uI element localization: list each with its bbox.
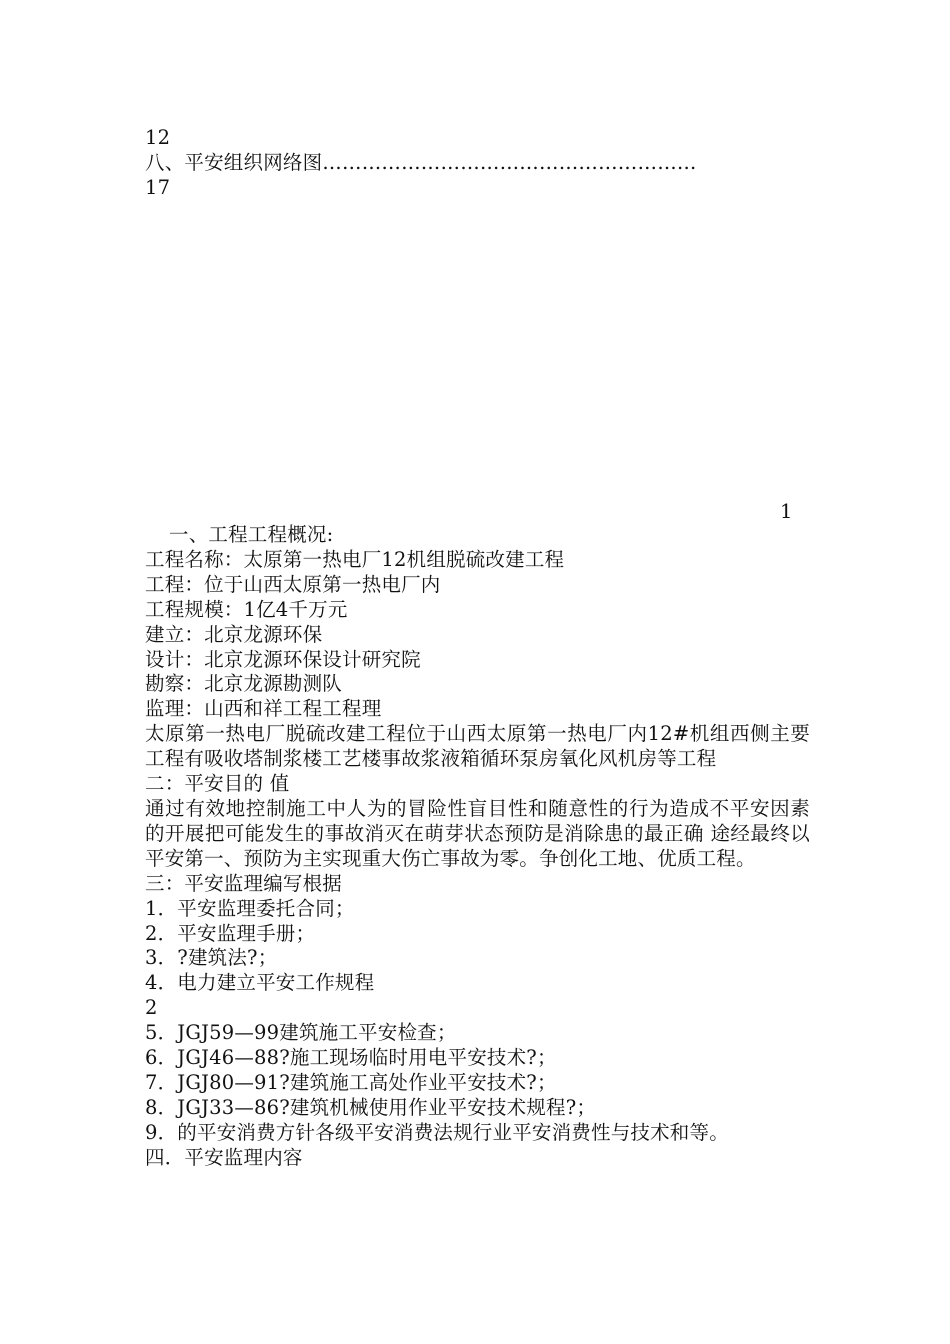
basis-item: 1．平安监理委托合同； — [145, 896, 355, 920]
section-3-heading: 三：平安监理编写根据 — [145, 871, 343, 895]
inline-page-number: 2 — [145, 996, 158, 1020]
basis-item: 5．JGJ59—99建筑施工平安检查； — [145, 1021, 457, 1045]
supervision-line: 监理：山西和祥工程工程理 — [145, 697, 382, 721]
toc-entry-page-number: 17 — [145, 176, 171, 199]
page-footer-number: 1 — [780, 500, 793, 523]
basis-item: 3．?建筑法?； — [145, 946, 278, 970]
section-2-body: 通过有效地控制施工中人为的冒险性盲目性和随意性的行为造成不平安因素的开展把可能发生的事故消灭在萌芽状态预防是消除患的最正确 途经最终以平安第一、预防为主实现重大伤亡事故为零。争创化工地、优质工程。 — [145, 796, 810, 870]
section-4-heading: 四．平安监理内容 — [145, 1145, 303, 1169]
basis-item: 4．电力建立平安工作规程 — [145, 971, 375, 995]
basis-item: 7．JGJ80—91?建筑施工高处作业平安技术?； — [145, 1070, 557, 1094]
section-1-heading: 一、工程工程概况: — [169, 523, 334, 546]
toc-previous-page-number: 12 — [145, 126, 171, 149]
section-2-heading: 二：平安目的 值 — [145, 772, 290, 796]
project-name-line: 工程名称：太原第一热电厂12机组脱硫改建工程 — [145, 547, 565, 571]
basis-item: 6．JGJ46—88?施工现场临时用电平安技术?； — [145, 1046, 557, 1070]
basis-item: 9．的平安消费方针各级平安消费法规行业平安消费性与技术和等。 — [145, 1120, 729, 1144]
basis-item: 2．平安监理手册； — [145, 921, 316, 945]
basis-item: 8．JGJ33—86?建筑机械使用作业平安技术规程?； — [145, 1095, 597, 1119]
design-line: 设计：北京龙源环保设计研究院 — [145, 647, 421, 671]
survey-line: 勘察：北京龙源勘测队 — [145, 672, 343, 696]
project-location-line: 工程：位于山西太原第一热电厂内 — [145, 572, 441, 596]
document-body — [145, 523, 810, 1171]
project-scale-line: 工程规模：1亿4千万元 — [145, 597, 348, 621]
construction-line: 建立：北京龙源环保 — [145, 622, 323, 646]
project-description: 太原第一热电厂脱硫改建工程位于山西太原第一热电厂内12#机组西侧主要工程有吸收塔制浆楼工艺楼事故浆液箱循环泵房氧化风机房等工程 — [145, 722, 810, 771]
toc-entry-safety-network[interactable]: 八、平安组织网络图………………………………………………… — [145, 151, 697, 174]
